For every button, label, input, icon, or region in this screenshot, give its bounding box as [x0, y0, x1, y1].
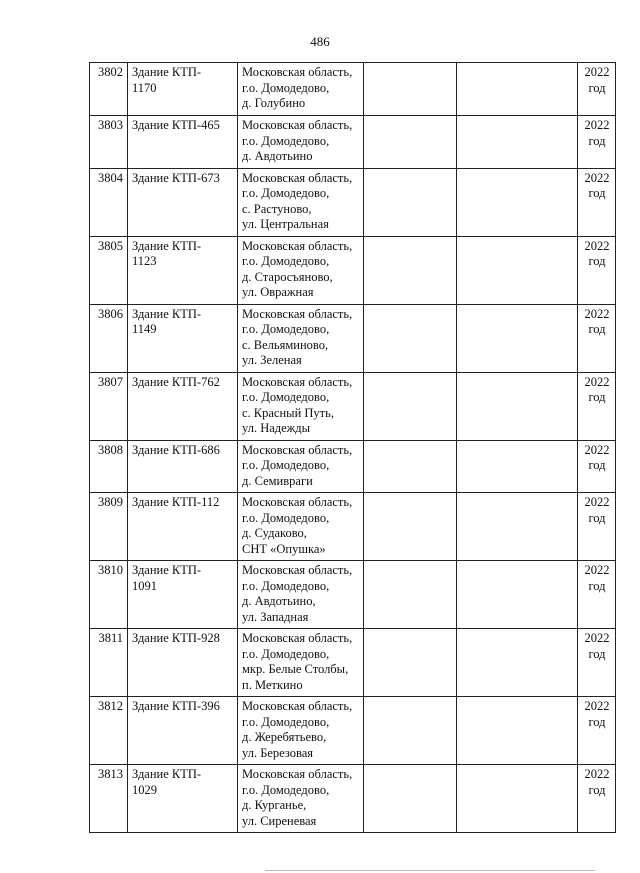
scan-edge-line	[265, 870, 595, 871]
row-number-cell-text: 3803	[98, 118, 123, 132]
year-cell-line: год	[588, 782, 606, 797]
object-name-cell	[128, 236, 238, 304]
object-name-cell-line: Здание КТП-	[132, 563, 202, 577]
object-name-cell-line: Здание КТП-	[132, 767, 202, 781]
object-name-cell-line: 1170	[132, 80, 157, 95]
year-cell-line: 2022	[584, 118, 610, 132]
empty-cell-5	[457, 304, 578, 372]
address-cell-line: СНТ «Опушка»	[242, 541, 326, 556]
year-cell-line: год	[588, 390, 606, 404]
address-cell	[238, 168, 364, 236]
object-name-cell-line: 1149	[132, 322, 157, 336]
address-cell-line: г.о. Домодедово,	[242, 458, 330, 472]
object-name-cell	[128, 765, 238, 833]
row-number-cell	[90, 63, 128, 116]
address-cell-line: д. Старосъяново,	[242, 269, 333, 284]
year-cell	[578, 372, 616, 440]
address-cell-line: Московская область,	[242, 374, 353, 389]
year-cell	[578, 304, 616, 372]
address-cell-line: д. Курганье,	[242, 798, 307, 812]
year-cell-line: 2022	[584, 65, 610, 79]
row-number-cell	[90, 561, 128, 629]
empty-cell-5	[457, 493, 578, 561]
row-number-cell	[90, 440, 128, 493]
address-cell-line: ул. Центральная	[242, 217, 329, 231]
object-name-cell	[128, 168, 238, 236]
address-cell-line: Московская область,	[242, 442, 353, 457]
address-cell-line: г.о. Домодедово,	[242, 714, 330, 729]
empty-cell-5	[457, 697, 578, 765]
year-cell	[578, 697, 616, 765]
row-number-cell-text: 3809	[98, 495, 123, 509]
year-cell-line: год	[588, 458, 606, 472]
table-row	[90, 561, 616, 629]
address-cell-line: ул. Овражная	[242, 285, 314, 299]
row-number-cell	[90, 372, 128, 440]
address-cell-line: ул. Сиреневая	[242, 813, 317, 828]
year-cell	[578, 116, 616, 169]
year-cell-line: год	[588, 578, 606, 593]
empty-cell-5	[457, 629, 578, 697]
table-row	[90, 440, 616, 493]
empty-cell-5	[457, 765, 578, 833]
year-cell-line: год	[588, 80, 606, 95]
year-cell-line: год	[588, 646, 606, 661]
object-name-cell-line: Здание КТП-673	[132, 170, 220, 185]
row-number-cell	[90, 765, 128, 833]
object-name-cell-line: Здание КТП-465	[132, 118, 220, 132]
table-row	[90, 63, 616, 116]
empty-cell-4	[364, 765, 457, 833]
table-body	[90, 63, 616, 833]
object-name-cell-line: Здание КТП-686	[132, 442, 220, 457]
year-cell-line: год	[588, 510, 606, 525]
object-name-cell	[128, 493, 238, 561]
address-cell-line: д. Авдотьино,	[242, 594, 316, 608]
empty-cell-5	[457, 168, 578, 236]
address-cell-line: г.о. Домодедово,	[242, 390, 330, 404]
object-name-cell-line: 1029	[132, 782, 157, 797]
row-number-cell-text: 3811	[98, 631, 123, 645]
address-cell	[238, 561, 364, 629]
address-cell-line: г.о. Домодедово,	[242, 254, 330, 268]
address-cell-line: г.о. Домодедово,	[242, 322, 330, 336]
row-number-cell-text: 3807	[98, 374, 123, 389]
empty-cell-5	[457, 236, 578, 304]
empty-cell-4	[364, 493, 457, 561]
table-row	[90, 168, 616, 236]
year-cell	[578, 440, 616, 493]
object-name-cell	[128, 697, 238, 765]
year-cell-line: год	[588, 186, 606, 200]
row-number-cell-text: 3812	[98, 699, 123, 713]
object-name-cell-line: 1091	[132, 578, 157, 593]
year-cell-line: 2022	[584, 563, 610, 577]
year-cell	[578, 236, 616, 304]
empty-cell-5	[457, 63, 578, 116]
address-cell-line: г.о. Домодедово,	[242, 133, 330, 148]
row-number-cell-text: 3802	[98, 65, 123, 79]
address-cell-line: г.о. Домодедово,	[242, 646, 330, 661]
registry-table	[89, 62, 616, 833]
empty-cell-4	[364, 629, 457, 697]
row-number-cell	[90, 629, 128, 697]
table-row	[90, 116, 616, 169]
empty-cell-4	[364, 116, 457, 169]
address-cell-line: ул. Березовая	[242, 745, 314, 760]
empty-cell-4	[364, 304, 457, 372]
address-cell-line: Московская область,	[242, 563, 353, 577]
address-cell-line: ул. Западная	[242, 609, 309, 624]
object-name-cell-line: Здание КТП-	[132, 65, 202, 79]
year-cell-line: год	[588, 714, 606, 729]
empty-cell-4	[364, 372, 457, 440]
empty-cell-5	[457, 440, 578, 493]
object-name-cell-line: Здание КТП-	[132, 238, 202, 253]
object-name-cell	[128, 63, 238, 116]
year-cell-line: 2022	[584, 170, 610, 185]
empty-cell-4	[364, 168, 457, 236]
object-name-cell	[128, 440, 238, 493]
address-cell-line: г.о. Домодедово,	[242, 578, 330, 593]
address-cell	[238, 440, 364, 493]
row-number-cell-text: 3808	[98, 442, 123, 457]
year-cell-line: 2022	[584, 442, 610, 457]
year-cell-line: год	[588, 322, 606, 336]
object-name-cell	[128, 561, 238, 629]
table-row	[90, 493, 616, 561]
table-row	[90, 236, 616, 304]
year-cell	[578, 765, 616, 833]
table-row	[90, 304, 616, 372]
address-cell-line: с. Растуново,	[242, 201, 312, 216]
row-number-cell-text: 3805	[98, 238, 123, 253]
object-name-cell-line: Здание КТП-928	[132, 631, 220, 645]
year-cell-line: год	[588, 133, 606, 148]
address-cell-line: г.о. Домодедово,	[242, 510, 330, 525]
empty-cell-5	[457, 561, 578, 629]
address-cell	[238, 765, 364, 833]
address-cell	[238, 304, 364, 372]
row-number-cell-text: 3806	[98, 306, 123, 321]
row-number-cell-text: 3804	[98, 170, 123, 185]
row-number-cell	[90, 116, 128, 169]
table-row	[90, 697, 616, 765]
year-cell-line: 2022	[584, 495, 610, 509]
address-cell-line: Московская область,	[242, 65, 353, 79]
address-cell-line: Московская область,	[242, 238, 353, 253]
empty-cell-4	[364, 440, 457, 493]
address-cell-line: г.о. Домодедово,	[242, 80, 330, 95]
year-cell-line: 2022	[584, 699, 610, 713]
year-cell-line: 2022	[584, 238, 610, 253]
empty-cell-4	[364, 236, 457, 304]
address-cell-line: с. Вельяминово,	[242, 337, 329, 352]
empty-cell-5	[457, 372, 578, 440]
address-cell	[238, 697, 364, 765]
address-cell-line: с. Красный Путь,	[242, 405, 334, 420]
year-cell-line: 2022	[584, 631, 610, 645]
year-cell	[578, 493, 616, 561]
row-number-cell	[90, 493, 128, 561]
object-name-cell-line: Здание КТП-762	[132, 374, 220, 389]
table-row	[90, 765, 616, 833]
object-name-cell-line: Здание КТП-396	[132, 699, 220, 713]
object-name-cell	[128, 116, 238, 169]
row-number-cell	[90, 168, 128, 236]
address-cell-line: мкр. Белые Столбы,	[242, 662, 349, 676]
address-cell-line: п. Меткино	[242, 677, 303, 692]
year-cell-line: 2022	[584, 767, 610, 781]
address-cell-line: Московская область,	[242, 170, 353, 185]
address-cell-line: д. Авдотьино	[242, 149, 313, 163]
address-cell-line: Московская область,	[242, 699, 353, 713]
year-cell	[578, 561, 616, 629]
object-name-cell	[128, 372, 238, 440]
object-name-cell	[128, 629, 238, 697]
address-cell	[238, 493, 364, 561]
empty-cell-5	[457, 116, 578, 169]
address-cell-line: д. Голубино	[242, 96, 306, 110]
year-cell	[578, 629, 616, 697]
object-name-cell-line: Здание КТП-	[132, 306, 202, 321]
address-cell-line: г.о. Домодедово,	[242, 782, 330, 797]
object-name-cell	[128, 304, 238, 372]
address-cell	[238, 629, 364, 697]
year-cell-line: год	[588, 254, 606, 268]
address-cell-line: д. Судаково,	[242, 526, 307, 540]
row-number-cell-text: 3810	[98, 563, 123, 577]
address-cell	[238, 236, 364, 304]
table-row	[90, 372, 616, 440]
object-name-cell-line: 1123	[132, 254, 157, 268]
address-cell-line: д. Жеребятьево,	[242, 730, 327, 744]
address-cell-line: Московская область,	[242, 495, 353, 509]
address-cell-line: Московская область,	[242, 118, 353, 132]
address-cell	[238, 116, 364, 169]
address-cell	[238, 372, 364, 440]
year-cell	[578, 168, 616, 236]
empty-cell-4	[364, 697, 457, 765]
empty-cell-4	[364, 561, 457, 629]
address-cell-line: ул. Надежды	[242, 421, 311, 435]
row-number-cell	[90, 697, 128, 765]
address-cell-line: Московская область,	[242, 767, 353, 781]
empty-cell-4	[364, 63, 457, 116]
address-cell-line: д. Семивраги	[242, 473, 313, 488]
address-cell-line: Московская область,	[242, 631, 353, 645]
year-cell	[578, 63, 616, 116]
row-number-cell-text: 3813	[98, 767, 123, 781]
year-cell-line: 2022	[584, 374, 610, 389]
address-cell-line: г.о. Домодедово,	[242, 186, 330, 200]
address-cell	[238, 63, 364, 116]
year-cell-line: 2022	[584, 306, 610, 321]
table-row	[90, 629, 616, 697]
address-cell-line: ул. Зеленая	[242, 353, 302, 367]
object-name-cell-line: Здание КТП-112	[132, 495, 220, 509]
address-cell-line: Московская область,	[242, 306, 353, 321]
row-number-cell	[90, 304, 128, 372]
page-number: 486	[310, 34, 330, 49]
row-number-cell	[90, 236, 128, 304]
